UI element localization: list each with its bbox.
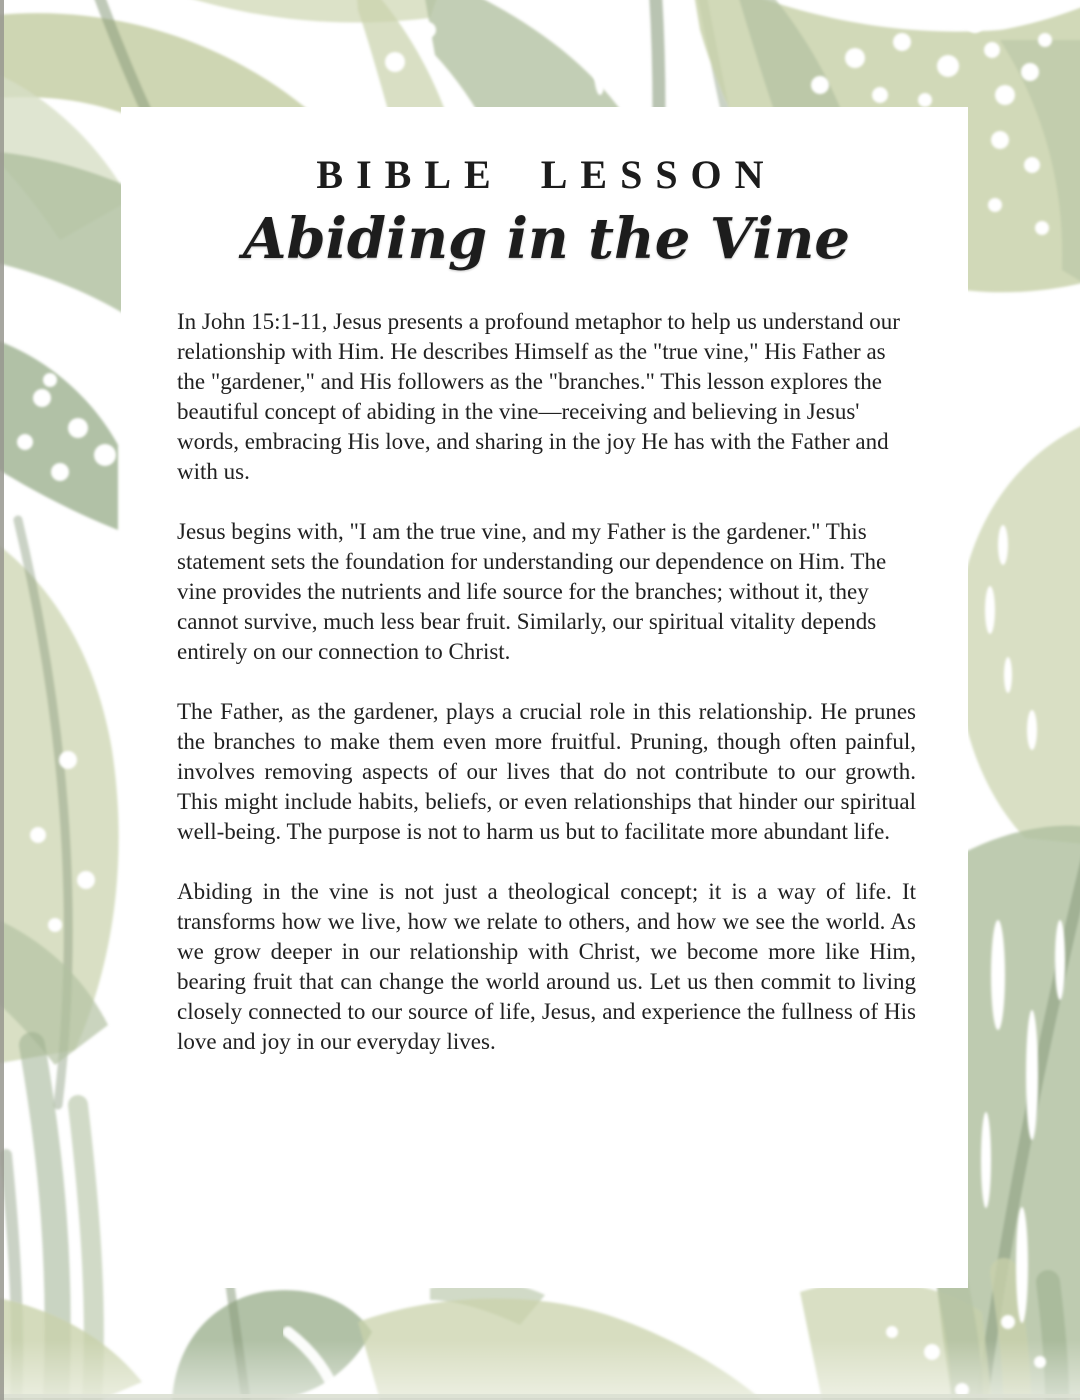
lesson-body (177, 307, 916, 1057)
lesson-paragraph-1: In John 15:1-11, Jesus presents a profound metaphor to help us understand our relationship with Him. He describes Himself as the "true vine," His Father as the "gardener," and His followers as the "branches." This lesson explores the beautiful concept of abiding in the vine—receiving and believing in Jesus' words, embracing His love, and sharing in the joy He has with the Father and with us. (177, 309, 900, 485)
lesson-title: Abiding in the Vine (243, 206, 850, 272)
lesson-paragraph-3: The Father, as the gardener, plays a crucial role in this relationship. He prunes the branches to make them even more fruitful. Pruning, though often painful, involves removing aspects of our lives that do not contribute to our growth. This might include habits, beliefs, or even relationships that hinder our spiritual well-being. The purpose is not to harm us but to facilitate more abundant life. (177, 699, 916, 845)
lesson-card (121, 107, 968, 1288)
lesson-paragraph-2: Jesus begins with, "I am the true vine, and my Father is the gardener." This statement sets the foundation for understanding our dependence on Him. The vine provides the nutrients and life source for the branches; without it, they cannot survive, much less bear fruit. Similarly, our spiritual vitality depends entirely on our connection to Christ. (177, 519, 887, 665)
lesson-kicker: BIBLE LESSON (316, 152, 777, 197)
lesson-paragraph-4: Abiding in the vine is not just a theological concept; it is a way of life. It transforms how we live, how we relate to others, and how we see the world. As we grow deeper in our relationship with Christ, we become more like Him, bearing fruit that can change the world around us. Let us then commit to living closely connected to our source of life, Jesus, and experience the fullness of His love and joy in our everyday lives. (177, 879, 916, 1055)
